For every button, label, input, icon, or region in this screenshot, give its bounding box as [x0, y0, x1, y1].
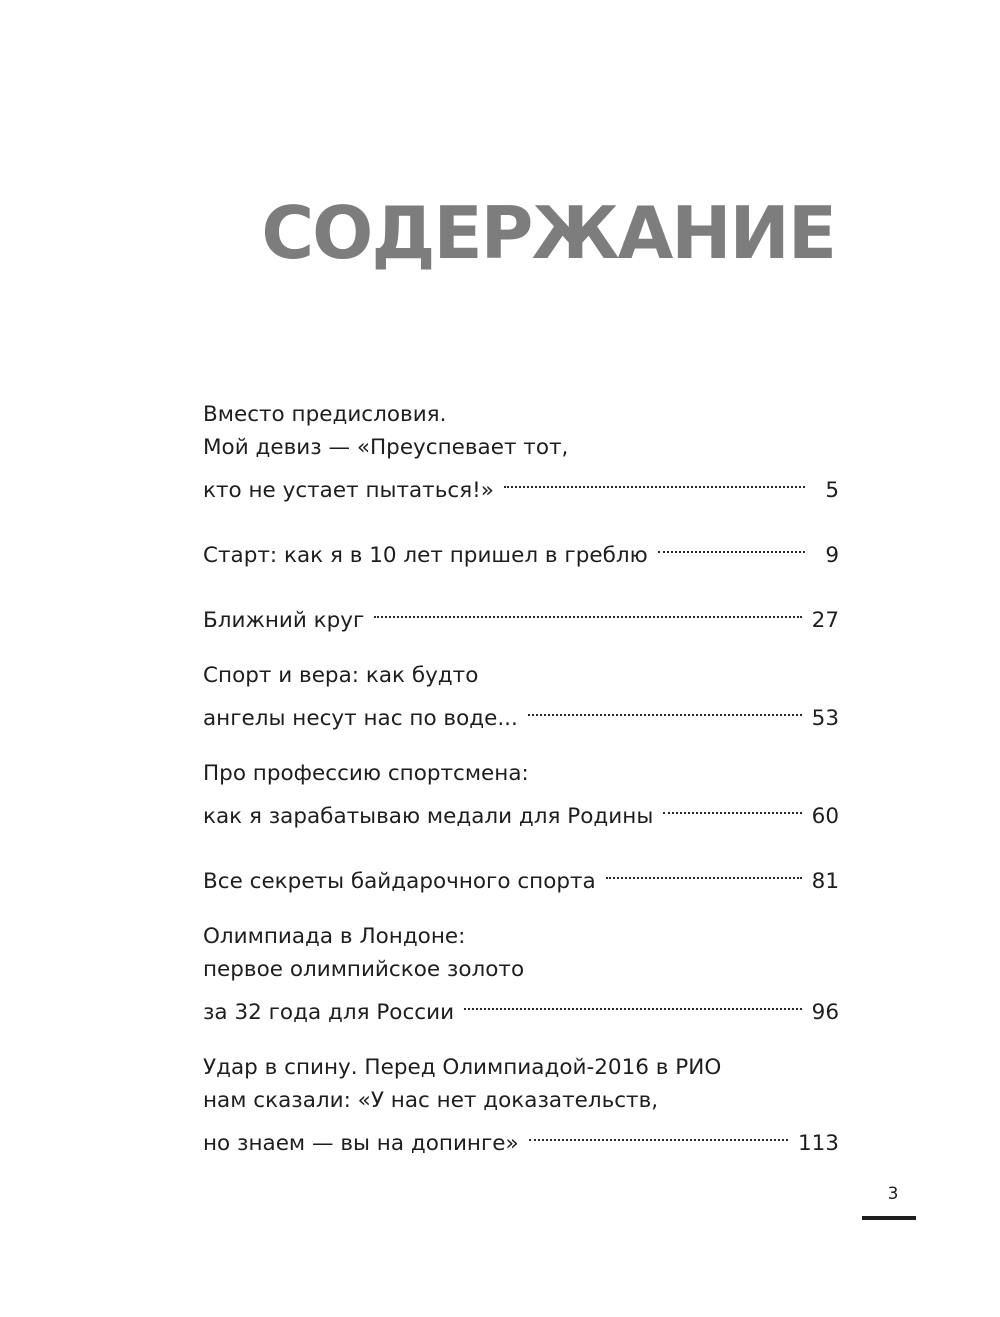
dot-leader — [529, 1117, 788, 1150]
toc-entry-page-number: 53 — [811, 706, 839, 731]
toc-entry-title-line: Ближний круг — [203, 608, 365, 633]
toc-entry-page-number: 27 — [811, 608, 839, 633]
toc-entry — [203, 1051, 839, 1160]
dot-leader — [528, 692, 802, 725]
toc-entry-last-line — [203, 1117, 839, 1160]
page-title: СОДЕРЖАНИЕ — [261, 191, 835, 275]
toc-entry-title-line: Старт: как я в 10 лет пришел в греблю — [203, 543, 648, 568]
toc-entry-page-number: 96 — [811, 1000, 839, 1025]
toc-entry-title-line: Олимпиада в Лондоне: — [203, 924, 466, 949]
toc-entry-last-line — [203, 986, 839, 1029]
toc-entry — [203, 398, 839, 507]
toc-entry-title-line: ангелы несут нас по воде... — [203, 706, 518, 731]
toc-entry-title-line: Вместо предисловия. — [203, 402, 447, 427]
toc-entry-title-line: кто не устает пытаться!» — [203, 478, 494, 503]
dot-leader — [663, 790, 801, 823]
toc-entry — [203, 529, 839, 572]
page-number-rule — [862, 1216, 916, 1220]
toc-entry-last-line — [203, 594, 839, 637]
dot-leader — [464, 986, 802, 1019]
toc-entry-page-number: 5 — [825, 478, 839, 503]
toc-entry-title-line: Спорт и вера: как будто — [203, 663, 479, 688]
toc-entry-page-number: 81 — [811, 869, 839, 894]
toc-entry — [203, 659, 839, 735]
toc-entry-title-line: Удар в спину. Перед Олимпиадой-2016 в РИО — [203, 1055, 722, 1080]
toc-entry-last-line — [203, 692, 839, 735]
toc-entry-title-line: нам сказали: «У нас нет доказательств, — [203, 1088, 659, 1113]
toc-entry — [203, 594, 839, 637]
toc-entry — [203, 757, 839, 833]
toc-entry — [203, 920, 839, 1029]
table-of-contents — [203, 398, 839, 1182]
toc-entry-page-number: 9 — [825, 543, 839, 568]
toc-entry-title-line: Все секреты байдарочного спорта — [203, 869, 596, 894]
toc-entry-title-line: как я зарабатываю медали для Родины — [203, 804, 654, 829]
toc-entry-title-line: за 32 года для России — [203, 1000, 455, 1025]
dot-leader — [374, 594, 801, 627]
page-number: 3 — [887, 1184, 899, 1204]
toc-entry-title-line: Про профессию спортсмена: — [203, 761, 529, 786]
toc-entry — [203, 855, 839, 898]
toc-entry-page-number: 113 — [797, 1131, 839, 1156]
toc-entry-last-line — [203, 464, 839, 507]
dot-leader — [504, 464, 805, 497]
toc-entry-last-line — [203, 855, 839, 898]
toc-entry-title-line: Мой девиз — «Преуспевает тот, — [203, 435, 569, 460]
toc-entry-page-number: 60 — [811, 804, 839, 829]
dot-leader — [658, 529, 805, 562]
toc-entry-last-line — [203, 529, 839, 572]
toc-entry-title-line: но знаем — вы на допинге» — [203, 1131, 519, 1156]
toc-entry-last-line — [203, 790, 839, 833]
toc-entry-title-line: первое олимпийское золото — [203, 957, 525, 982]
dot-leader — [606, 855, 802, 888]
